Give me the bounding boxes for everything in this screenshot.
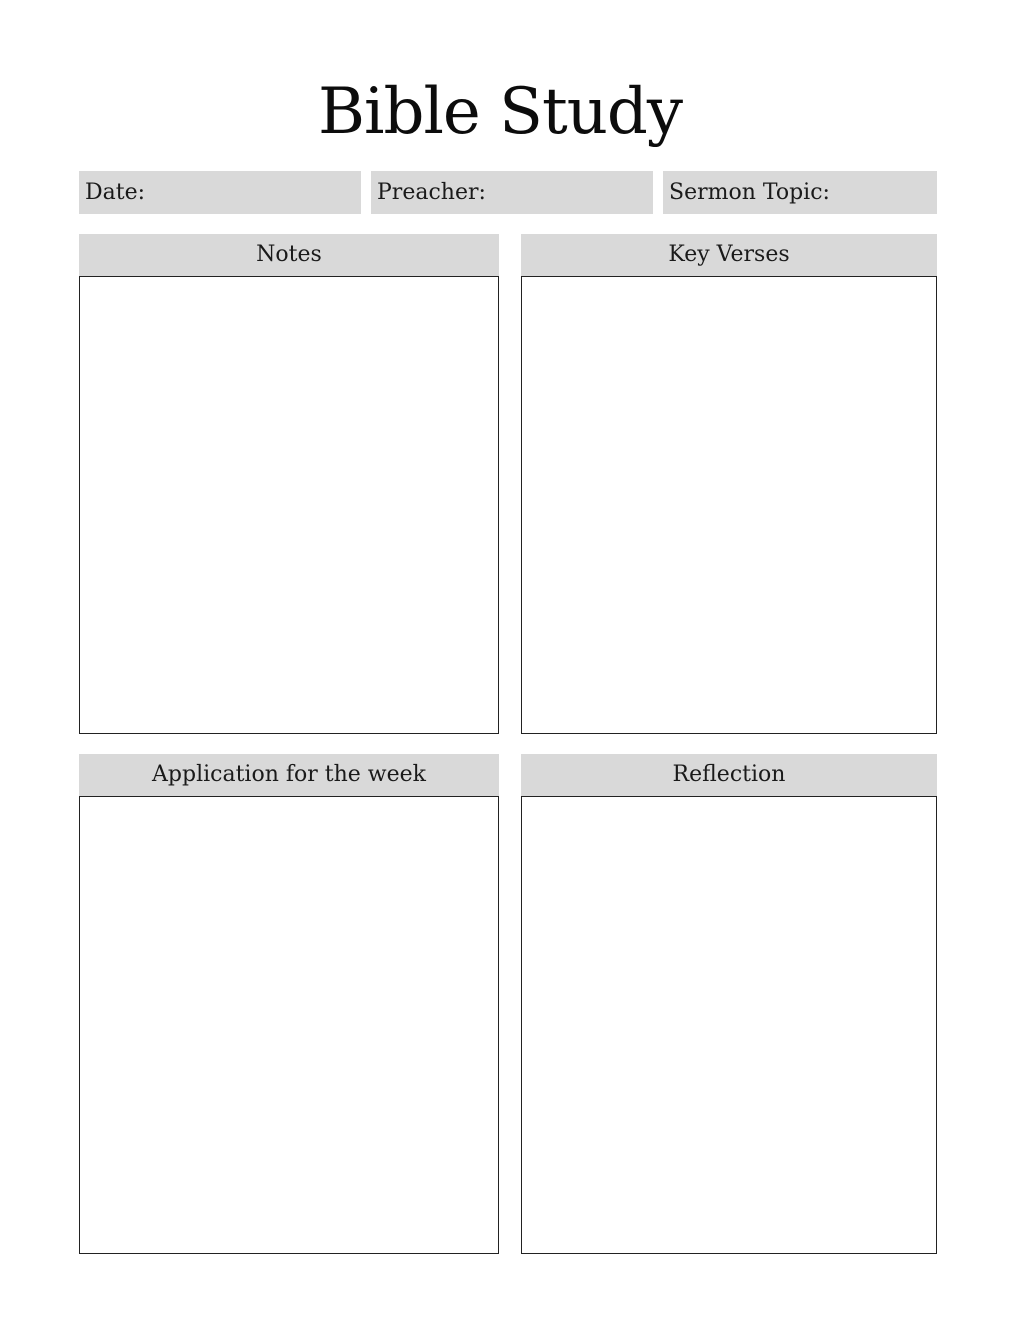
reflection-header: Reflection <box>521 754 937 796</box>
notes-header: Notes <box>79 234 499 276</box>
application-header: Application for the week <box>79 754 499 796</box>
preacher-field[interactable] <box>371 171 653 214</box>
date-label: Date: <box>85 180 146 205</box>
application-panel <box>79 754 499 1254</box>
reflection-writing-area[interactable] <box>521 796 937 1254</box>
preacher-label: Preacher: <box>377 180 486 205</box>
sermon-topic-label: Sermon Topic: <box>669 180 830 205</box>
notes-writing-area[interactable] <box>79 276 499 734</box>
date-field[interactable] <box>79 171 361 214</box>
notes-panel <box>79 234 499 734</box>
reflection-panel <box>521 754 937 1254</box>
key-verses-writing-area[interactable] <box>521 276 937 734</box>
key-verses-panel <box>521 234 937 734</box>
page-title: Bible Study <box>317 75 683 149</box>
application-writing-area[interactable] <box>79 796 499 1254</box>
sermon-topic-field[interactable] <box>663 171 937 214</box>
key-verses-header: Key Verses <box>521 234 937 276</box>
